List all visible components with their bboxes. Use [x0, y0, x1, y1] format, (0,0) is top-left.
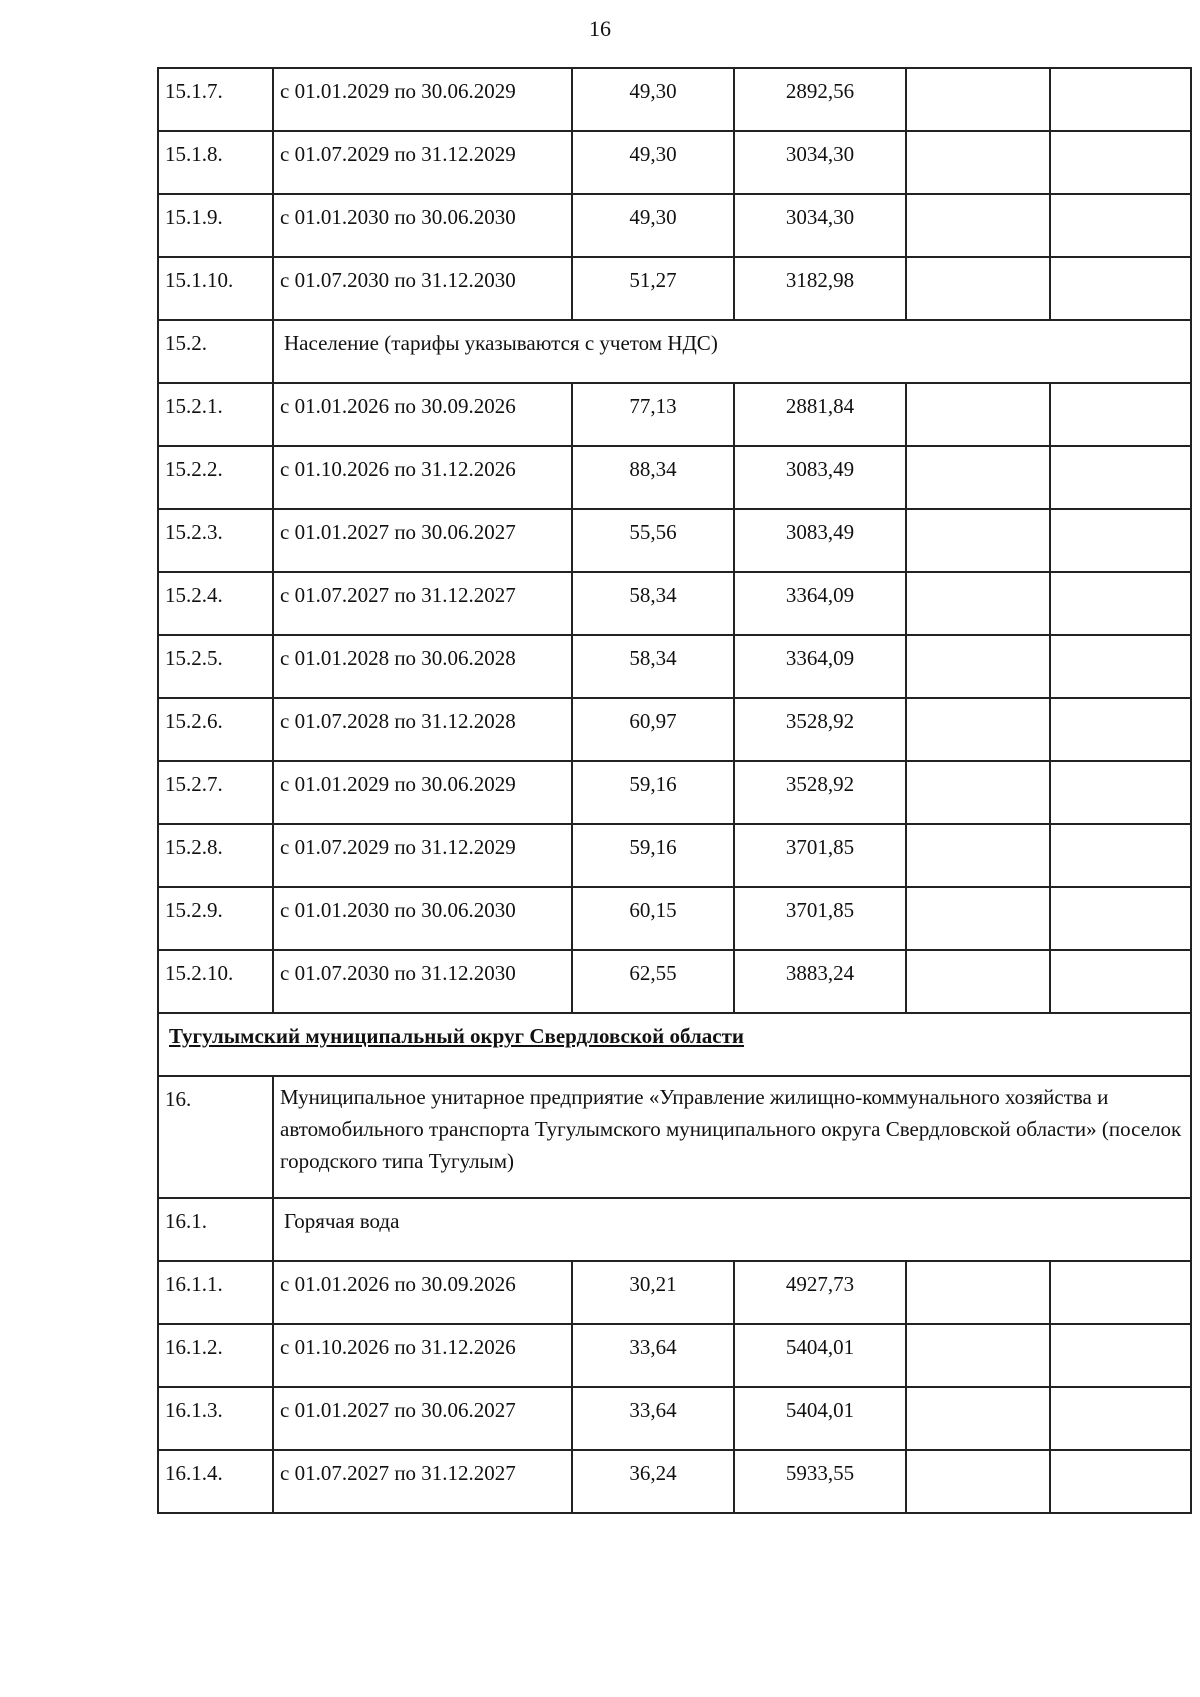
- empty-cell: [1050, 635, 1191, 698]
- row-number: 16.1.4.: [158, 1450, 273, 1513]
- row-number: 15.2.3.: [158, 509, 273, 572]
- row-number: 16.1.3.: [158, 1387, 273, 1450]
- organization-name: Муниципальное унитарное предприятие «Управление жилищно-коммунального хозяйства и автомобильного транспорта Тугулымского муниципального округа Свердловской области» (поселок городского типа Тугулым): [273, 1076, 1191, 1198]
- row-value-1: 58,34: [572, 572, 734, 635]
- row-value-1: 59,16: [572, 761, 734, 824]
- municipality-row: [158, 1013, 1191, 1076]
- row-value-2: 3364,09: [734, 635, 906, 698]
- empty-cell: [906, 887, 1050, 950]
- municipality-title: Тугулымский муниципальный округ Свердловской области: [169, 1024, 745, 1048]
- empty-cell: [906, 131, 1050, 194]
- row-value-2: 3083,49: [734, 446, 906, 509]
- row-value-1: 51,27: [572, 257, 734, 320]
- row-value-1: 33,64: [572, 1324, 734, 1387]
- row-value-1: 60,97: [572, 698, 734, 761]
- empty-cell: [1050, 257, 1191, 320]
- empty-cell: [1050, 446, 1191, 509]
- table-row: [158, 194, 1191, 257]
- table-row: [158, 1387, 1191, 1450]
- row-period: с 01.07.2027 по 31.12.2027: [273, 572, 572, 635]
- row-number: 15.1.8.: [158, 131, 273, 194]
- row-value-2: 3034,30: [734, 194, 906, 257]
- municipality-cell: [158, 1013, 1191, 1076]
- empty-cell: [906, 68, 1050, 131]
- section-number: 16.1.: [158, 1198, 273, 1261]
- empty-cell: [906, 194, 1050, 257]
- row-period: с 01.01.2029 по 30.06.2029: [273, 68, 572, 131]
- row-period: с 01.07.2027 по 31.12.2027: [273, 1450, 572, 1513]
- table-row: [158, 383, 1191, 446]
- empty-cell: [1050, 887, 1191, 950]
- row-period: с 01.01.2027 по 30.06.2027: [273, 509, 572, 572]
- empty-cell: [1050, 509, 1191, 572]
- table-row: [158, 698, 1191, 761]
- page-number: 16: [589, 16, 611, 41]
- empty-cell: [906, 1450, 1050, 1513]
- empty-cell: [906, 1261, 1050, 1324]
- row-value-2: 3528,92: [734, 761, 906, 824]
- table-row: [158, 446, 1191, 509]
- empty-cell: [906, 761, 1050, 824]
- row-value-1: 36,24: [572, 1450, 734, 1513]
- empty-cell: [1050, 131, 1191, 194]
- row-value-1: 88,34: [572, 446, 734, 509]
- empty-cell: [906, 1324, 1050, 1387]
- row-value-2: 3528,92: [734, 698, 906, 761]
- empty-cell: [1050, 950, 1191, 1013]
- row-number: 15.2.5.: [158, 635, 273, 698]
- row-value-1: 55,56: [572, 509, 734, 572]
- row-value-1: 49,30: [572, 194, 734, 257]
- row-period: с 01.07.2030 по 31.12.2030: [273, 257, 572, 320]
- row-period: с 01.01.2029 по 30.06.2029: [273, 761, 572, 824]
- row-number: 15.2.9.: [158, 887, 273, 950]
- table-row: [158, 761, 1191, 824]
- row-value-1: 77,13: [572, 383, 734, 446]
- row-value-2: 3883,24: [734, 950, 906, 1013]
- row-value-1: 49,30: [572, 131, 734, 194]
- row-value-1: 60,15: [572, 887, 734, 950]
- organization-row: [158, 1076, 1191, 1198]
- table-row: [158, 131, 1191, 194]
- row-period: с 01.10.2026 по 31.12.2026: [273, 446, 572, 509]
- row-value-2: 3701,85: [734, 824, 906, 887]
- row-value-1: 62,55: [572, 950, 734, 1013]
- section-row: [158, 320, 1191, 383]
- row-value-1: 49,30: [572, 68, 734, 131]
- table-row: [158, 1324, 1191, 1387]
- row-value-2: 2892,56: [734, 68, 906, 131]
- row-value-1: 58,34: [572, 635, 734, 698]
- row-number: 15.2.7.: [158, 761, 273, 824]
- empty-cell: [1050, 698, 1191, 761]
- row-period: с 01.07.2028 по 31.12.2028: [273, 698, 572, 761]
- table-row: [158, 887, 1191, 950]
- row-value-1: 30,21: [572, 1261, 734, 1324]
- row-value-2: 2881,84: [734, 383, 906, 446]
- row-value-1: 59,16: [572, 824, 734, 887]
- section-number: 15.2.: [158, 320, 273, 383]
- row-period: с 01.01.2027 по 30.06.2027: [273, 1387, 572, 1450]
- row-number: 15.1.9.: [158, 194, 273, 257]
- table-row: [158, 257, 1191, 320]
- row-number: 15.1.7.: [158, 68, 273, 131]
- empty-cell: [906, 1387, 1050, 1450]
- empty-cell: [1050, 1450, 1191, 1513]
- row-value-2: 3083,49: [734, 509, 906, 572]
- empty-cell: [1050, 572, 1191, 635]
- table-row: [158, 635, 1191, 698]
- empty-cell: [906, 635, 1050, 698]
- row-period: с 01.01.2026 по 30.09.2026: [273, 1261, 572, 1324]
- row-value-2: 3364,09: [734, 572, 906, 635]
- empty-cell: [1050, 1324, 1191, 1387]
- empty-cell: [906, 257, 1050, 320]
- table-row: [158, 824, 1191, 887]
- row-number: 15.2.6.: [158, 698, 273, 761]
- row-number: 15.2.1.: [158, 383, 273, 446]
- row-value-2: 5933,55: [734, 1450, 906, 1513]
- row-period: с 01.01.2028 по 30.06.2028: [273, 635, 572, 698]
- row-number: 15.2.8.: [158, 824, 273, 887]
- table-row: [158, 950, 1191, 1013]
- tariff-table: [157, 67, 1192, 1514]
- row-period: с 01.07.2029 по 31.12.2029: [273, 824, 572, 887]
- empty-cell: [1050, 1261, 1191, 1324]
- empty-cell: [1050, 194, 1191, 257]
- table-row: [158, 68, 1191, 131]
- row-period: с 01.01.2030 по 30.06.2030: [273, 887, 572, 950]
- row-value-2: 4927,73: [734, 1261, 906, 1324]
- section-title: Горячая вода: [273, 1198, 1191, 1261]
- table-row: [158, 1450, 1191, 1513]
- empty-cell: [906, 950, 1050, 1013]
- empty-cell: [1050, 824, 1191, 887]
- empty-cell: [906, 572, 1050, 635]
- empty-cell: [1050, 761, 1191, 824]
- section-row: [158, 1198, 1191, 1261]
- row-value-2: 3182,98: [734, 257, 906, 320]
- row-period: с 01.01.2030 по 30.06.2030: [273, 194, 572, 257]
- row-period: с 01.07.2030 по 31.12.2030: [273, 950, 572, 1013]
- row-value-2: 3701,85: [734, 887, 906, 950]
- row-period: с 01.10.2026 по 31.12.2026: [273, 1324, 572, 1387]
- empty-cell: [1050, 383, 1191, 446]
- table-row: [158, 572, 1191, 635]
- table-row: [158, 1261, 1191, 1324]
- row-period: с 01.01.2026 по 30.09.2026: [273, 383, 572, 446]
- row-value-2: 5404,01: [734, 1324, 906, 1387]
- empty-cell: [906, 698, 1050, 761]
- row-number: 15.1.10.: [158, 257, 273, 320]
- section-title: Население (тарифы указываются с учетом НДС): [273, 320, 1191, 383]
- organization-number: 16.: [158, 1076, 273, 1198]
- row-number: 15.2.2.: [158, 446, 273, 509]
- empty-cell: [1050, 68, 1191, 131]
- row-number: 16.1.1.: [158, 1261, 273, 1324]
- empty-cell: [906, 509, 1050, 572]
- empty-cell: [1050, 1387, 1191, 1450]
- row-value-1: 33,64: [572, 1387, 734, 1450]
- row-number: 16.1.2.: [158, 1324, 273, 1387]
- row-number: 15.2.4.: [158, 572, 273, 635]
- empty-cell: [906, 824, 1050, 887]
- empty-cell: [906, 383, 1050, 446]
- empty-cell: [906, 446, 1050, 509]
- row-period: с 01.07.2029 по 31.12.2029: [273, 131, 572, 194]
- row-number: 15.2.10.: [158, 950, 273, 1013]
- row-value-2: 3034,30: [734, 131, 906, 194]
- table-row: [158, 509, 1191, 572]
- row-value-2: 5404,01: [734, 1387, 906, 1450]
